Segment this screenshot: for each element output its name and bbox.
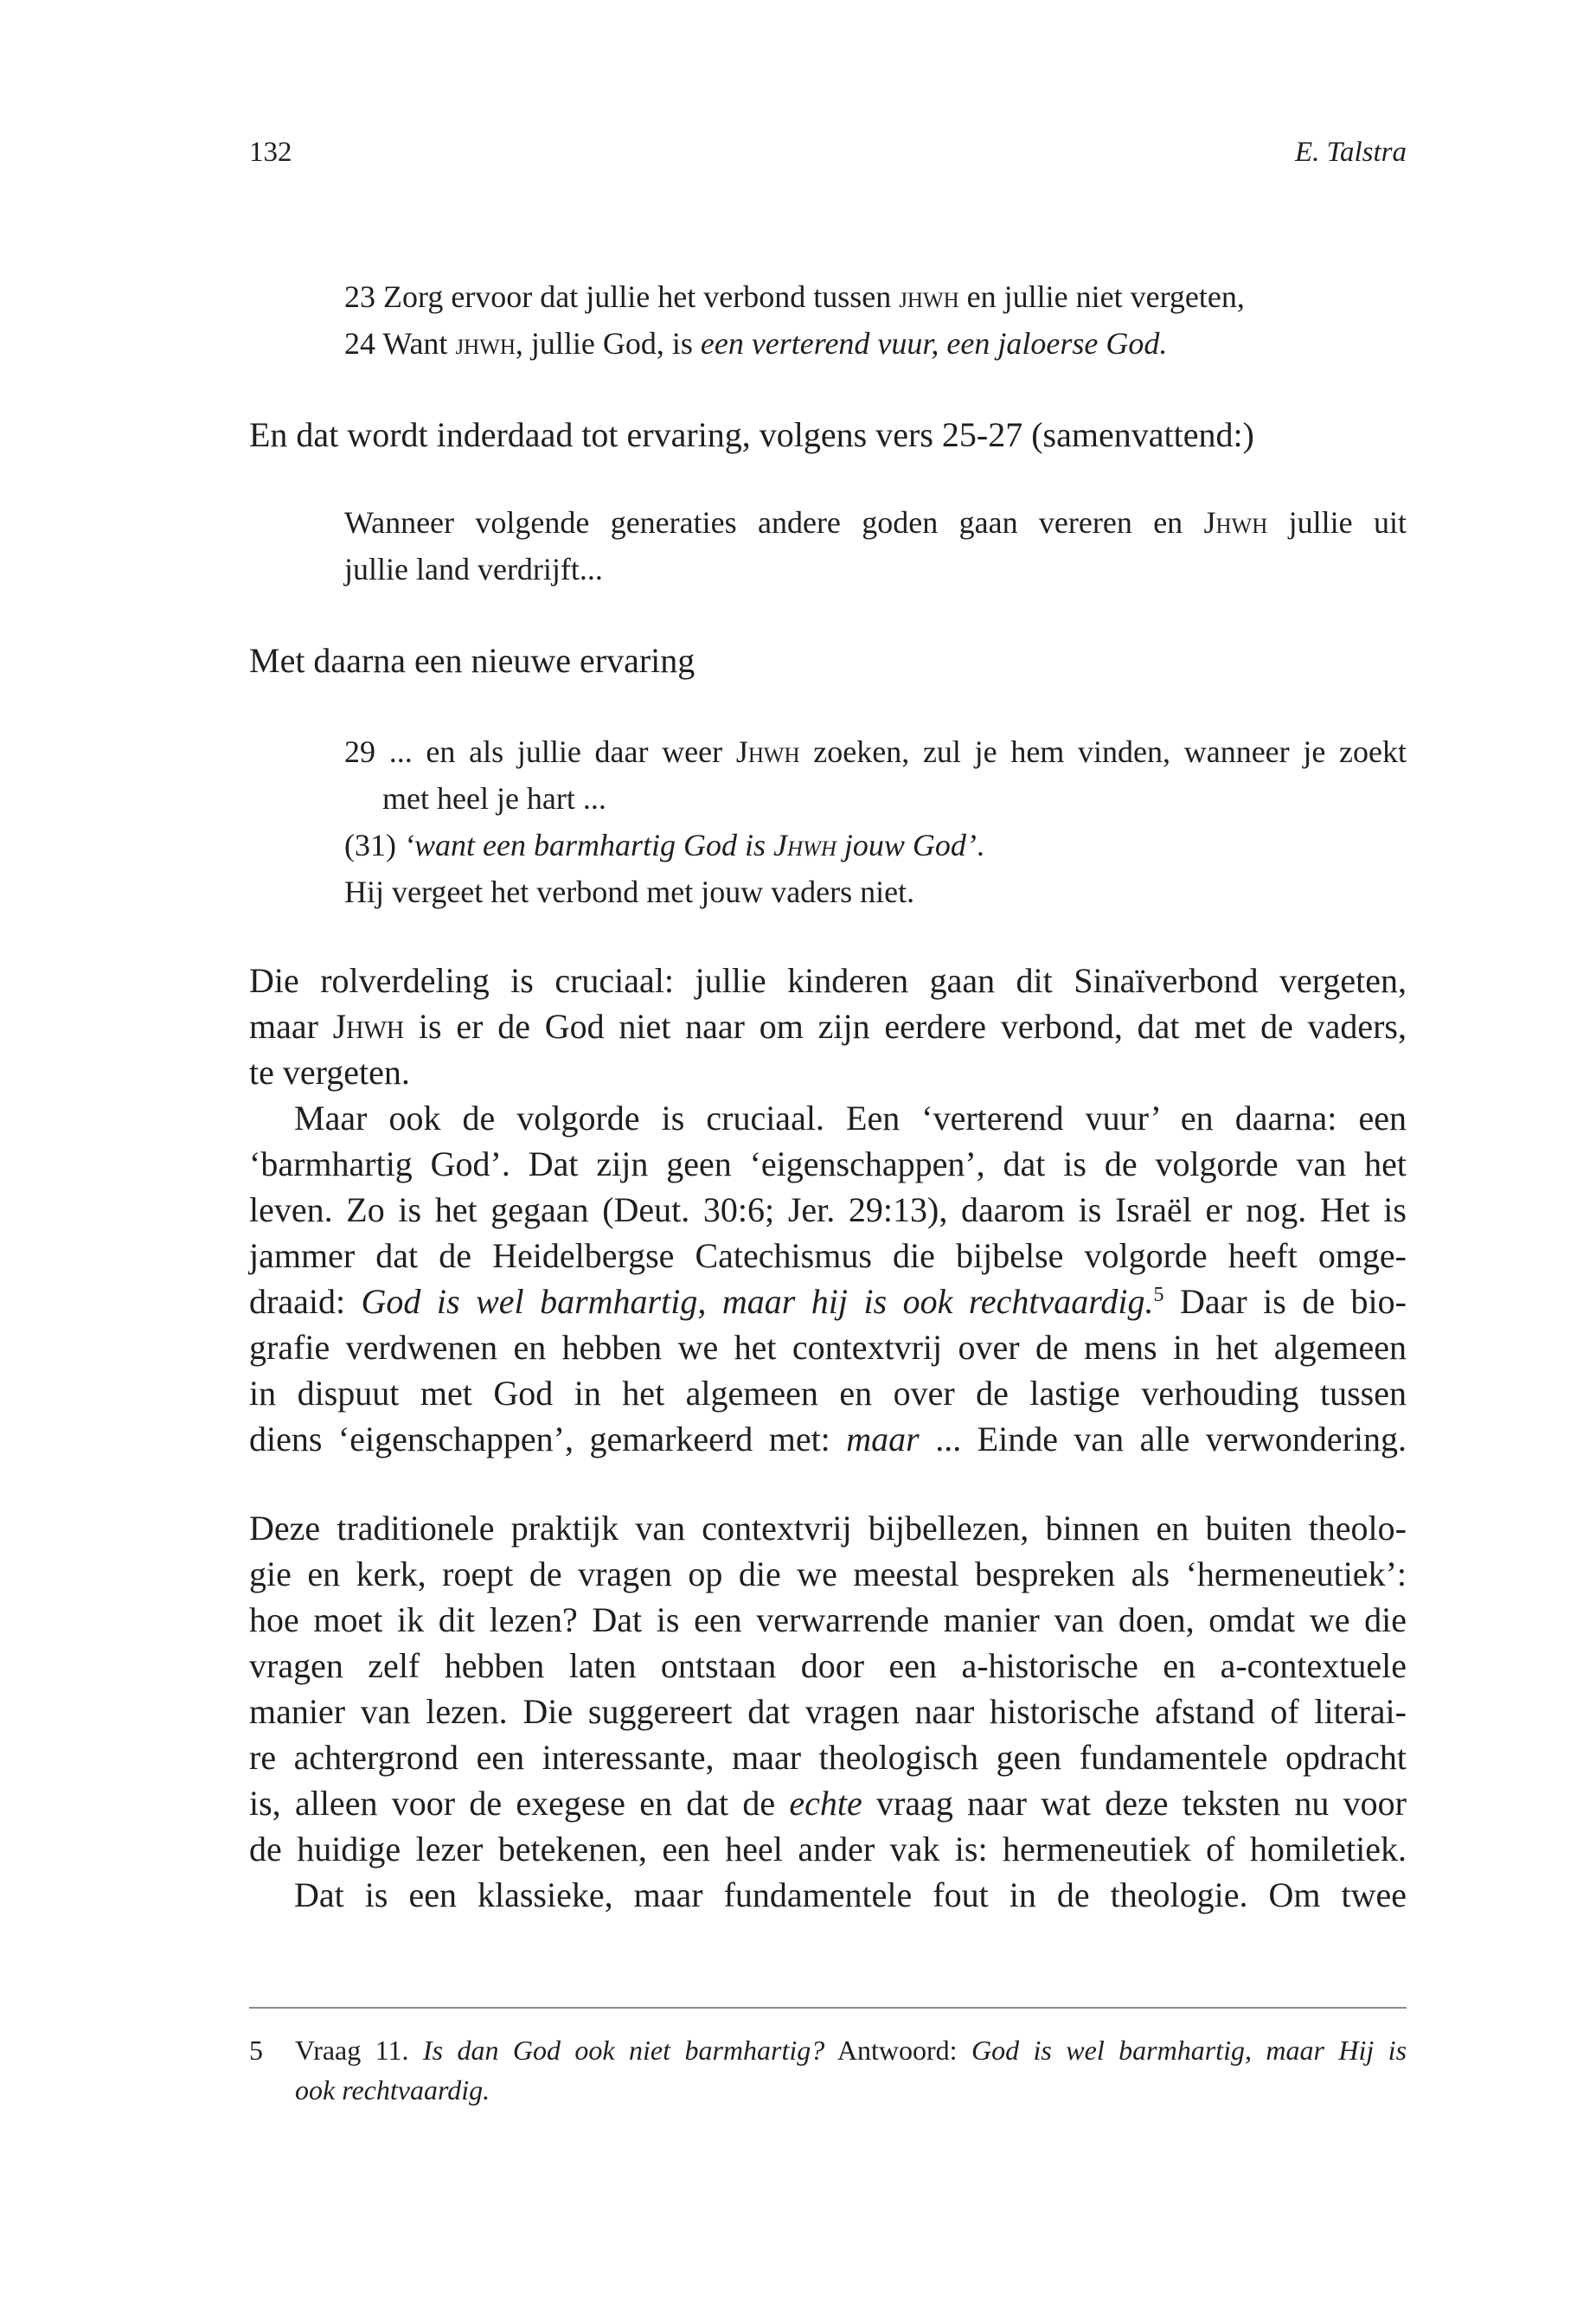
quote-line: Hij vergeet het verbond met jouw vaders niet. [344,875,915,909]
body-line: diens ‘eigenschappen’, gemarkeerd met: maar ... Einde van alle verwondering. [249,1420,1407,1458]
body-line: grafie verdwenen en hebben we het contextvrij over de mens in het algemeen [249,1328,1407,1367]
body-line: de huidige lezer betekenen, een heel ander vak is: hermeneutiek of homiletiek. [249,1830,1407,1868]
quote-line: met heel je hart ... [382,781,606,816]
body-line: leven. Zo is het gegaan (Deut. 30:6; Jer. 29:13), daarom is Israël er nog. Het is [249,1190,1407,1229]
body-line: hoe moet ik dit lezen? Dat is een verwarrende manier van doen, omdat we die [249,1600,1407,1639]
footnote-marker[interactable]: 5 [1153,1284,1164,1306]
body-line: in dispuut met God in het algemeen en over de lastige verhouding tussen [249,1374,1407,1413]
quote-line: jullie land verdrijft... [344,552,603,586]
body-line: Dat is een klassieke, maar fundamentele fout in de theologie. Om twee [294,1875,1407,1914]
body-line: re achtergrond een interessante, maar theologisch geen fundamentele opdracht [249,1738,1407,1777]
body-line: te vergeten. [249,1053,410,1092]
footnote-number: 5 [249,2035,263,2066]
body-line: Deze traditionele praktijk van contextvrij bijbellezen, binnen en buiten theolo- [249,1509,1407,1548]
body-paragraph: Met daarna een nieuwe ervaring [249,641,695,680]
quote-line: 29 ... en als jullie daar weer Jhwh zoeken, zul je hem vinden, wanneer je zoekt [344,734,1407,769]
body-line: jammer dat de Heidelbergse Catechismus die bijbelse volgorde heeft omge- [249,1236,1407,1275]
body-line: gie en kerk, roept de vragen op die we meestal bespreken als ‘hermeneutiek’: [249,1554,1407,1593]
footnote-rule [249,2007,1407,2009]
body-line: manier van lezen. Die suggereert dat vragen naar historische afstand of literai- [249,1692,1407,1731]
footnote-line: Vraag 11. Is dan God ook niet barmhartig? Antwoord: God is wel barmhartig, maar Hij is [295,2035,1407,2066]
running-head: E. Talstra [1294,137,1407,168]
body-paragraph: En dat wordt inderdaad tot ervaring, volgens vers 25-27 (samenvattend:) [249,415,1254,454]
body-line: draaid: God is wel barmhartig, maar hij is ook rechtvaardig.$^5$ Daar is de bio- [249,1282,1407,1321]
footnote-line: ook rechtvaardig. [295,2074,490,2106]
body-line: maar Jhwh is er de God niet naar om zijn eerdere verbond, dat met de vaders, [249,1007,1407,1046]
body-line: ‘barmhartig God’. Dat zijn geen ‘eigenschappen’, dat is de volgorde van het [249,1144,1407,1183]
body-line: Die rolverdeling is cruciaal: jullie kinderen gaan dit Sinaïverbond vergeten, [249,961,1407,1000]
quote-line: 23 Zorg ervoor dat jullie het verbond tussen jhwh en jullie niet vergeten, [344,279,1245,314]
quote-line: (31) ‘want een barmhartig God is Jhwh jouw God’. [344,828,984,862]
page-number: 132 [249,137,292,168]
quote-line: Wanneer volgende generaties andere goden gaan vereren en Jhwh jullie uit [344,505,1407,540]
body-line: vragen zelf hebben laten ontstaan door een a-historische en a-contextuele [249,1646,1407,1685]
body-line: is, alleen voor de exegese en dat de echte vraag naar wat deze teksten nu voor [249,1784,1407,1823]
body-line: Maar ook de volgorde is cruciaal. Een ‘verterend vuur’ en daarna: een [294,1099,1407,1138]
quote-line: 24 Want jhwh, jullie God, is een verterend vuur, een jaloerse God. [344,326,1168,361]
page-header [249,137,1407,178]
